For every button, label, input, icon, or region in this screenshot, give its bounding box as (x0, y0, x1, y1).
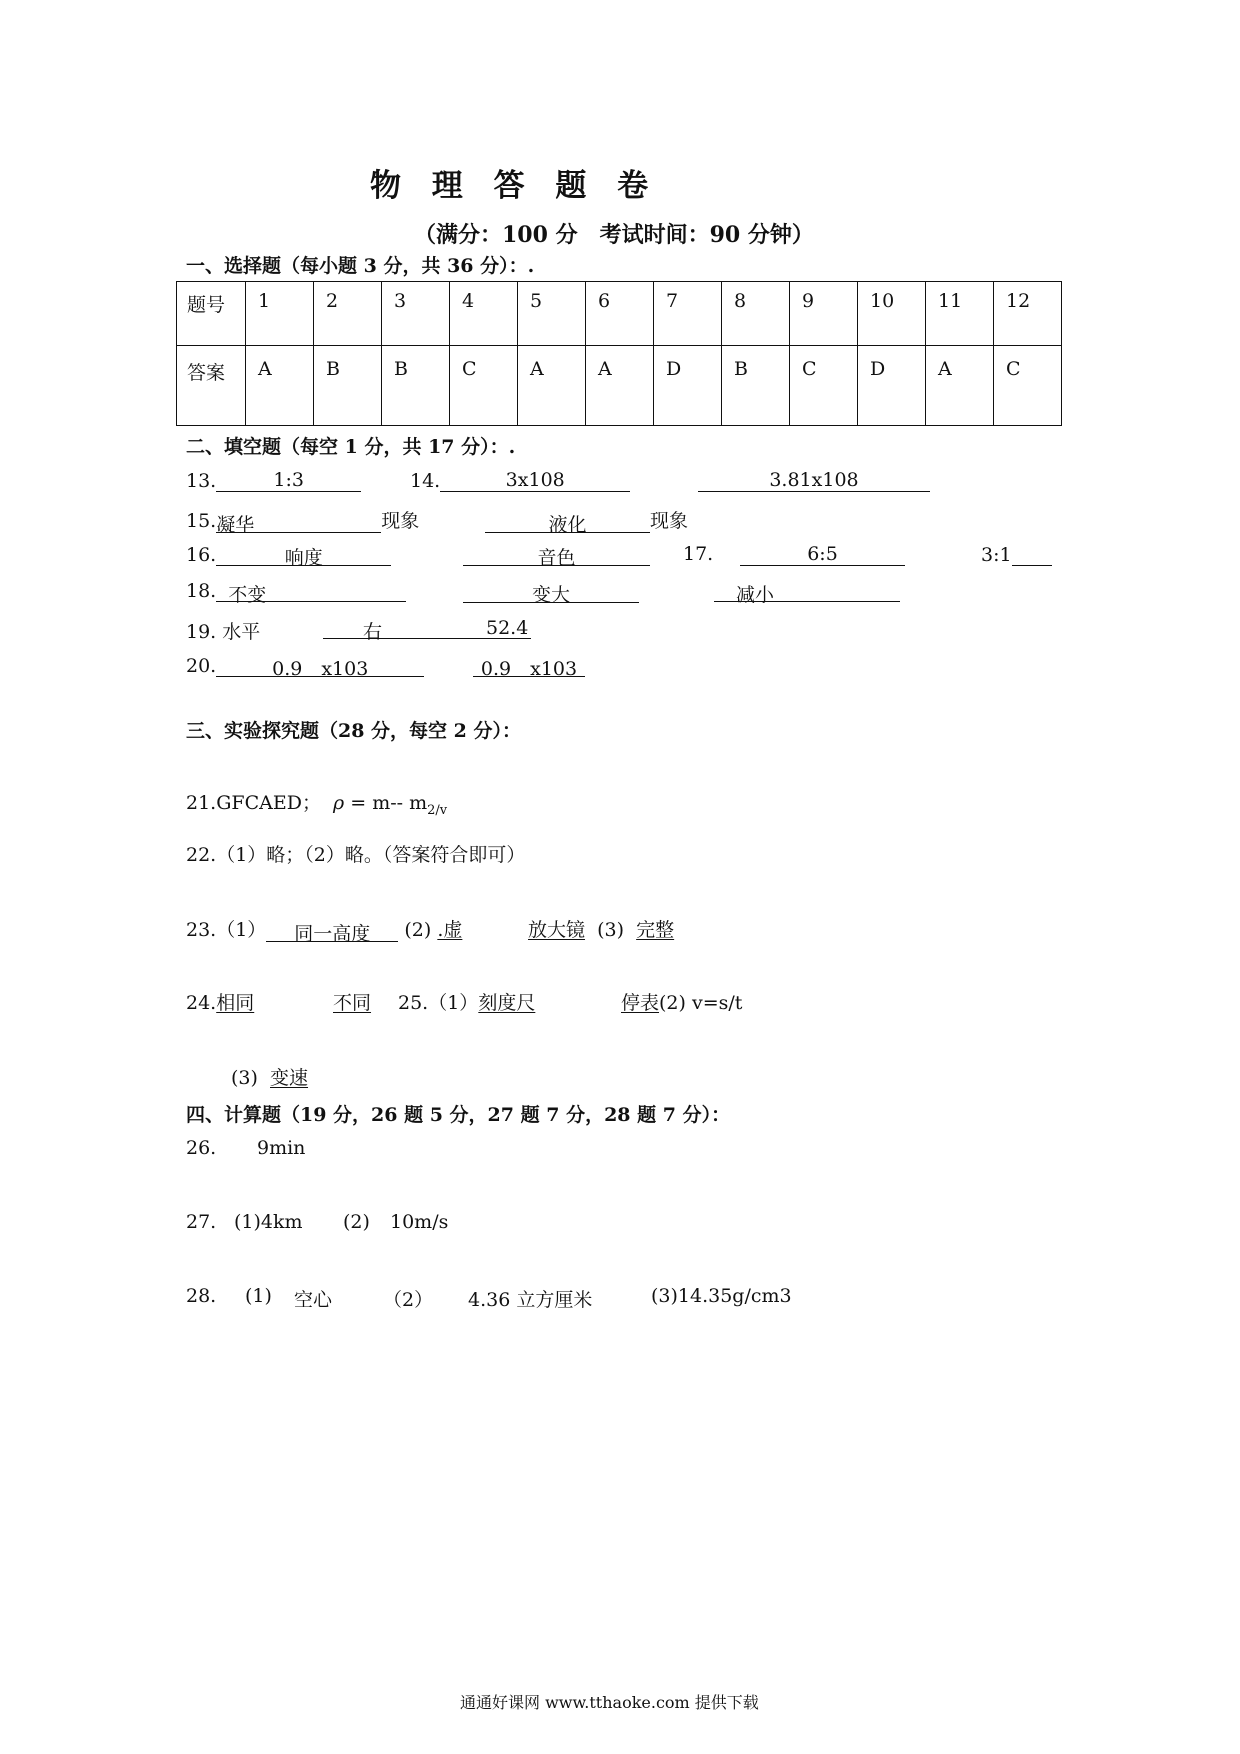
table-cell: 12 (994, 282, 1062, 346)
answer-value-19c: 52.4 (486, 617, 529, 639)
question-number: 25.（1） (398, 992, 479, 1014)
answer-line-14 (410, 469, 630, 492)
answer-line-25b (621, 988, 742, 1015)
formula-text: = m-- m (344, 792, 428, 814)
answer-value-27b: 10m/s (390, 1211, 449, 1233)
table-row-answers (177, 346, 1062, 426)
answer-line-14b (698, 469, 930, 492)
question-number: 17. (683, 543, 714, 565)
answer-line-24 (186, 988, 254, 1015)
answer-value-28b: 4.36 立方厘米 (468, 1289, 593, 1311)
section3-heading: 三、实验探究题（28 分，每空 2 分）： (186, 720, 522, 742)
answer-value: 变速 (270, 1067, 309, 1089)
table-cell: B (722, 346, 790, 426)
table-header-cell: 题号 (177, 282, 246, 346)
question-number: 18. (186, 580, 217, 602)
question-number: 24. (186, 992, 217, 1014)
answer-blank: 变大 (463, 580, 639, 603)
question-number: 15. (186, 510, 217, 532)
rho-symbol: ρ (333, 792, 345, 814)
table-cell: 1 (246, 282, 314, 346)
answer-line-15 (186, 506, 420, 536)
table-row-numbers (177, 282, 1062, 346)
answer-value: 3:1 (981, 544, 1012, 566)
answer-value-26: 9min (257, 1137, 306, 1159)
answer-blank: 1:3 (216, 469, 361, 492)
table-cell: D (654, 346, 722, 426)
answer-blank: 液化 (485, 510, 650, 533)
table-cell: A (246, 346, 314, 426)
answer-blank (1012, 543, 1052, 566)
answer-blank: 音色 (463, 543, 650, 566)
answer-blank: 同一高度 (266, 919, 398, 942)
answer-line-23 (186, 915, 463, 945)
answer-blank: 6:5 (740, 543, 905, 566)
formula-subscript: 2/v (427, 802, 448, 818)
footer-text: 通通好课网 www.tthaoke.com 提供下载 (460, 1693, 759, 1712)
answer-line-16b (463, 543, 650, 569)
answer-line-18 (186, 580, 406, 606)
section4-heading: 四、计算题（19 分，26 题 5 分，27 题 7 分，28 题 7 分）： (186, 1104, 731, 1126)
table-cell: C (450, 346, 518, 426)
table-cell: 7 (654, 282, 722, 346)
answer-value-27a: (1)4km (234, 1211, 303, 1233)
answer-line-13 (186, 469, 361, 492)
answer-blank: 右 (323, 617, 531, 639)
part-label: (3) (597, 919, 625, 941)
answer-value-28a: 空心 (294, 1289, 333, 1311)
answer-blank: 响度 (216, 543, 391, 566)
answer-value: 刻度尺 (478, 992, 536, 1014)
answer-value: 相同 (216, 992, 255, 1014)
answer-line-18b (463, 580, 639, 606)
table-cell: 6 (586, 282, 654, 346)
table-cell: 3 (382, 282, 450, 346)
part-label: (2) (404, 919, 432, 941)
answer-value: .虚 (437, 919, 463, 941)
table-cell: A (518, 346, 586, 426)
table-cell: D (858, 346, 926, 426)
answer-line-24b (333, 988, 371, 1015)
question-number: 14. (410, 470, 441, 492)
answer-value: 水平 (222, 621, 261, 643)
answer-line-25 (398, 988, 535, 1015)
table-cell: B (314, 346, 382, 426)
answer-unit: 现象 (650, 510, 689, 532)
table-cell: A (586, 346, 654, 426)
table-cell: 9 (790, 282, 858, 346)
section1-heading: 一、选择题（每小题 3 分，共 36 分）：. (186, 255, 535, 277)
answer-line-27: 27. (186, 1211, 217, 1233)
answer-value-28c: (3)14.35g/cm3 (651, 1285, 792, 1307)
answer-blank: 3x108 (440, 469, 630, 492)
section2-heading: 二、填空题（每空 1 分，共 17 分）：. (186, 436, 516, 458)
answer-value: 不同 (333, 992, 372, 1014)
answer-line-18c (714, 580, 900, 606)
answer-value: 完整 (636, 919, 675, 941)
table-cell: 11 (926, 282, 994, 346)
part-label-28b: （2） (383, 1289, 434, 1311)
table-cell: C (790, 346, 858, 426)
question-number: 23.（1） (186, 919, 267, 941)
table-header-cell: 答案 (177, 346, 246, 426)
answer-line-28: 28. (186, 1285, 217, 1307)
answer-blank: 不变 (216, 580, 406, 602)
answer-line-22: 22.（1）略；（2）略。（答案符合即可） (186, 844, 526, 866)
part-label: (2) v=s/t (659, 992, 743, 1014)
question-number: 20. (186, 655, 217, 677)
table-cell: 2 (314, 282, 382, 346)
part-label-28a: (1) (245, 1285, 272, 1307)
table-cell: 8 (722, 282, 790, 346)
answer-line-20b (473, 654, 585, 680)
part-label: (3) (231, 1067, 258, 1089)
part-label-27b: (2) (343, 1211, 370, 1233)
answer-line-20 (186, 654, 424, 680)
answer-line-26: 26. (186, 1137, 217, 1159)
table-cell: 4 (450, 282, 518, 346)
question-number: 19. (186, 621, 217, 643)
answer-line-25c (231, 1063, 308, 1090)
answer-blank: 3.81x108 (698, 469, 930, 492)
answer-line-23b (528, 915, 674, 942)
table-cell: A (926, 346, 994, 426)
table-cell: B (382, 346, 450, 426)
answer-text: 21.GFCAED； (186, 792, 321, 814)
answer-blank: 0.9 x103 (473, 654, 585, 677)
answer-line-16 (186, 543, 391, 569)
answer-blank: 减小 (714, 580, 900, 602)
question-number: 16. (186, 544, 217, 566)
answer-line-21 (186, 788, 447, 818)
answer-line-17b (981, 543, 1052, 566)
answer-line-17 (683, 543, 713, 565)
answer-line-15b (485, 506, 689, 536)
page-subtitle: （满分：100 分 考试时间：90 分钟） (414, 222, 814, 248)
answer-value: 放大镜 (528, 919, 586, 941)
answer-blank: 0.9 x103 (216, 654, 424, 677)
table-cell: 10 (858, 282, 926, 346)
table-cell: C (994, 346, 1062, 426)
page-title: 物 理 答 题 卷 (370, 168, 653, 204)
answer-blank: 凝华 (216, 510, 381, 533)
answer-unit: 现象 (381, 510, 420, 532)
table-cell: 5 (518, 282, 586, 346)
choice-answer-table (176, 281, 1062, 426)
answer-line-19 (186, 617, 260, 644)
answer-line-17a (740, 543, 905, 566)
question-number: 13. (186, 470, 217, 492)
answer-value: 停表 (621, 992, 660, 1014)
